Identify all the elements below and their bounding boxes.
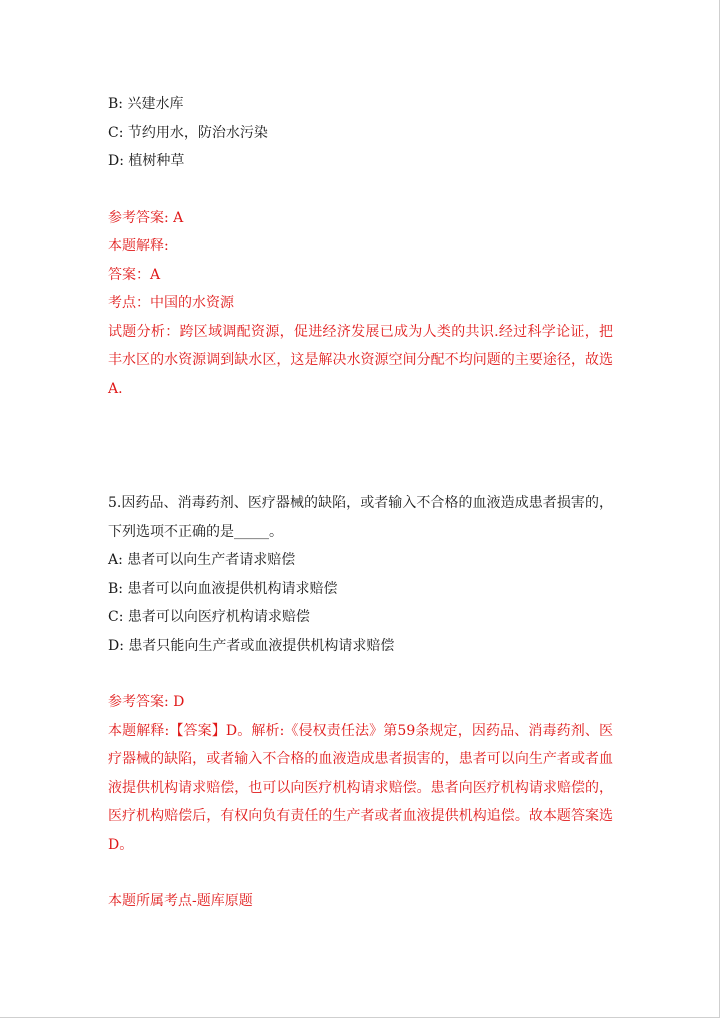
q4-option-c: C: 节约用水，防治水污染	[108, 124, 268, 141]
document-body	[108, 90, 613, 916]
q4-answer-line: 答案：A	[108, 266, 161, 283]
q4-option-b: B: 兴建水库	[108, 96, 184, 112]
q4-point: 考点：中国的水资源	[108, 295, 234, 311]
spacer	[108, 660, 613, 688]
q5-option-b: B: 患者可以向血液提供机构请求赔偿	[108, 580, 338, 597]
spacer	[108, 859, 613, 887]
q5-reference-answer: 参考答案: D	[108, 694, 185, 710]
q5-option-d: D: 患者只能向生产者或血液提供机构请求赔偿	[108, 637, 395, 654]
q4-analysis: 试题分析：跨区域调配资源，促进经济发展已成为人类的共识.经过科学论证，把丰水区的水资源调到缺水区，这是解决水资源空间分配不均问题的主要途径，故选A.	[108, 323, 613, 397]
q5-option-a: A: 患者可以向生产者请求赔偿	[108, 552, 296, 568]
q5-option-c: C: 患者可以向医疗机构请求赔偿	[108, 609, 310, 625]
q4-reference-answer: 参考答案: A	[108, 209, 184, 226]
source-footer: 本题所属考点-题库原题	[108, 893, 253, 909]
q5-question: 5.因药品、消毒药剂、医疗器械的缺陷，或者输入不合格的血液造成患者损害的，下列选项不正确的是_____。	[108, 495, 613, 540]
spacer	[108, 176, 613, 204]
q4-explain-label: 本题解释:	[108, 238, 169, 254]
q5-explanation: 本题解释:【答案】D。解析:《侵权责任法》第59条规定，因药品、消毒药剂、医疗器械的缺陷，或者输入不合格的血液造成患者损害的，患者可以向生产者或者血液提供机构请求赔偿，也可以向医疗机构请求赔偿。患者向医疗机构请求赔偿的，医疗机构赔偿后，有权向负有责任的生产者或者血液提供机构追偿。故本题答案选D。	[108, 722, 613, 853]
spacer	[108, 403, 613, 489]
q4-option-d: D: 植树种草	[108, 153, 185, 169]
